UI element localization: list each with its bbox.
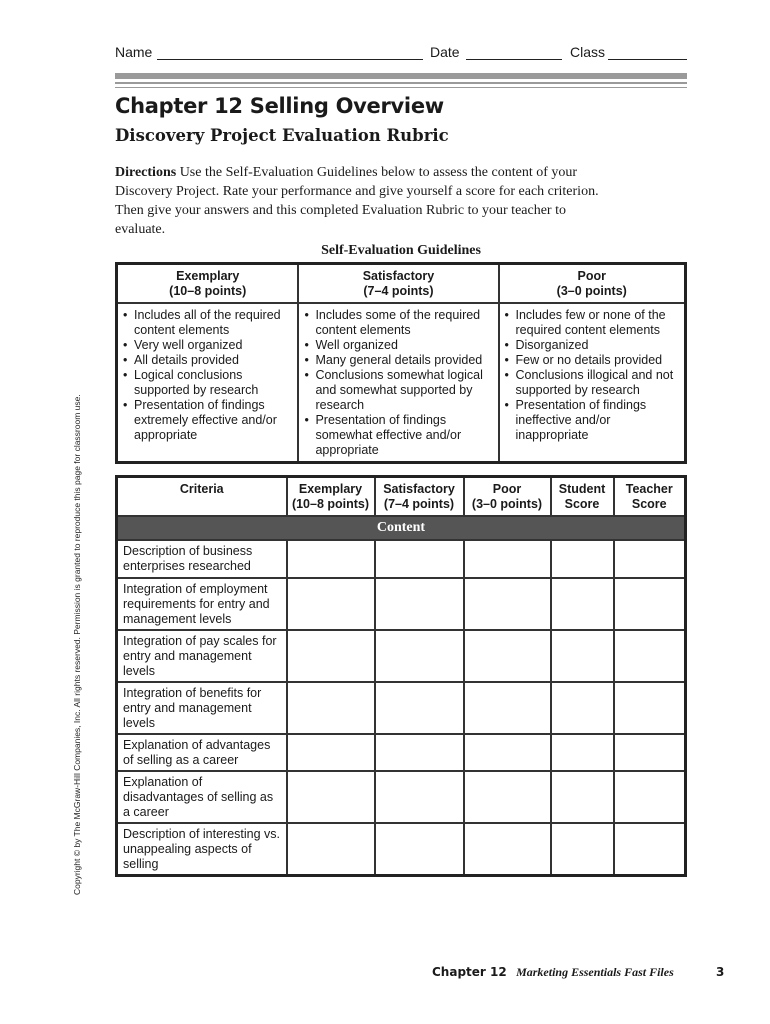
list-item: • Logical conclusions supported by research <box>123 368 259 397</box>
poor-cell[interactable] <box>464 540 551 578</box>
teacher-score-cell[interactable] <box>614 540 686 578</box>
self-evaluation-guidelines-table <box>115 262 687 464</box>
table-row <box>117 578 686 630</box>
satisfactory-cell[interactable] <box>375 771 464 823</box>
exemplary-cell[interactable] <box>287 771 375 823</box>
criterion-label: Integration of employment requirements for entry and management levels <box>117 578 287 630</box>
exemplary-cell[interactable] <box>287 682 375 734</box>
column-header-poor: Poor (3–0 points) <box>464 477 551 517</box>
column-header-student-score: Student Score <box>551 477 614 517</box>
exemplary-cell[interactable] <box>287 630 375 682</box>
guideline-cell-satisfactory <box>298 303 498 463</box>
list-item: • Presentation of findings extremely effective and/or appropriate <box>123 398 277 442</box>
list-item: • Many general details provided <box>304 353 483 367</box>
copyright-notice: Copyright © by The McGraw-Hill Companies, Inc. All rights reserved. Permission is granted to reproduce this page for classroom use. <box>72 394 82 895</box>
date-field[interactable] <box>466 59 562 60</box>
exemplary-cell[interactable] <box>287 540 375 578</box>
teacher-score-cell[interactable] <box>614 630 686 682</box>
footer-chapter: Chapter 12 <box>432 965 507 979</box>
title-rule <box>115 73 687 79</box>
date-label: Date <box>430 44 460 60</box>
column-header-criteria: Criteria <box>179 482 224 496</box>
criterion-label: Integration of benefits for entry and management levels <box>117 682 287 734</box>
student-score-cell[interactable] <box>551 540 614 578</box>
student-score-cell[interactable] <box>551 734 614 771</box>
poor-cell[interactable] <box>464 771 551 823</box>
directions-label: Directions <box>115 165 177 180</box>
student-score-cell[interactable] <box>551 823 614 876</box>
table-row <box>117 630 686 682</box>
list-item: • Includes all of the required content elements <box>123 308 281 337</box>
criterion-label: Description of business enterprises researched <box>117 540 287 578</box>
name-field[interactable] <box>157 59 423 60</box>
poor-cell[interactable] <box>464 682 551 734</box>
exemplary-cell[interactable] <box>287 734 375 771</box>
exemplary-cell[interactable] <box>287 578 375 630</box>
poor-cell[interactable] <box>464 630 551 682</box>
satisfactory-cell[interactable] <box>375 540 464 578</box>
page-subtitle: Discovery Project Evaluation Rubric <box>115 126 449 145</box>
title-rule <box>115 82 687 84</box>
teacher-score-cell[interactable] <box>614 823 686 876</box>
satisfactory-cell[interactable] <box>375 630 464 682</box>
criterion-label: Integration of pay scales for entry and management levels <box>117 630 287 682</box>
list-item: • Very well organized <box>123 338 243 352</box>
student-score-cell[interactable] <box>551 771 614 823</box>
page-number: 3 <box>716 965 725 979</box>
criterion-label: Explanation of disadvantages of selling as a career <box>117 771 287 823</box>
directions-text: Use the Self-Evaluation Guidelines below to assess the content of your Discovery Project. Rate your performance and give yourself a score for each criterion. Then give your answers and this completed Evaluation Rubric to your teacher to evaluate. <box>115 165 599 237</box>
list-item: • Includes some of the required content elements <box>304 308 481 337</box>
poor-cell[interactable] <box>464 578 551 630</box>
guideline-header-poor: Poor (3–0 points) <box>499 264 686 304</box>
exemplary-cell[interactable] <box>287 823 375 876</box>
list-item: • Conclusions somewhat logical and somewhat supported by research <box>304 368 483 412</box>
teacher-score-cell[interactable] <box>614 578 686 630</box>
guideline-cell-exemplary <box>117 303 299 463</box>
title-rule <box>115 87 687 88</box>
guideline-header-satisfactory: Satisfactory (7–4 points) <box>298 264 498 304</box>
guideline-header-exemplary: Exemplary (10–8 points) <box>117 264 299 304</box>
student-score-cell[interactable] <box>551 630 614 682</box>
satisfactory-cell[interactable] <box>375 734 464 771</box>
list-item: • Few or no details provided <box>504 353 663 367</box>
guidelines-caption: Self-Evaluation Guidelines <box>321 243 481 258</box>
directions-paragraph <box>115 163 615 239</box>
class-field[interactable] <box>608 59 687 60</box>
guideline-cell-poor <box>499 303 686 463</box>
evaluation-rubric-table <box>115 475 687 877</box>
list-item: • All details provided <box>123 353 239 367</box>
column-header-satisfactory: Satisfactory (7–4 points) <box>375 477 464 517</box>
table-row <box>117 540 686 578</box>
poor-cell[interactable] <box>464 823 551 876</box>
student-info-header <box>115 44 687 64</box>
poor-cell[interactable] <box>464 734 551 771</box>
satisfactory-cell[interactable] <box>375 823 464 876</box>
list-item: • Conclusions illogical and not supported by research <box>504 368 674 397</box>
list-item: • Disorganized <box>504 338 589 352</box>
content-section-band: Content <box>117 516 686 540</box>
teacher-score-cell[interactable] <box>614 682 686 734</box>
teacher-score-cell[interactable] <box>614 734 686 771</box>
list-item: • Well organized <box>304 338 398 352</box>
column-header-exemplary: Exemplary (10–8 points) <box>287 477 375 517</box>
list-item: • Includes few or none of the required content elements <box>504 308 666 337</box>
teacher-score-cell[interactable] <box>614 771 686 823</box>
list-item: • Presentation of findings somewhat effective and/or appropriate <box>304 413 462 457</box>
criterion-label: Explanation of advantages of selling as a career <box>117 734 287 771</box>
class-label: Class <box>570 44 606 60</box>
student-score-cell[interactable] <box>551 578 614 630</box>
name-label: Name <box>115 44 153 60</box>
table-row <box>117 682 686 734</box>
page-title: Chapter 12 Selling Overview <box>115 94 444 118</box>
satisfactory-cell[interactable] <box>375 578 464 630</box>
table-row <box>117 771 686 823</box>
list-item: • Presentation of findings ineffective and/or inappropriate <box>504 398 647 442</box>
table-row <box>117 823 686 876</box>
criterion-label: Description of interesting vs. unappealing aspects of selling <box>117 823 287 876</box>
page-footer <box>432 965 727 980</box>
footer-book-title: Marketing Essentials Fast Files <box>516 965 674 979</box>
table-row <box>117 734 686 771</box>
student-score-cell[interactable] <box>551 682 614 734</box>
satisfactory-cell[interactable] <box>375 682 464 734</box>
column-header-teacher-score: Teacher Score <box>614 477 686 517</box>
